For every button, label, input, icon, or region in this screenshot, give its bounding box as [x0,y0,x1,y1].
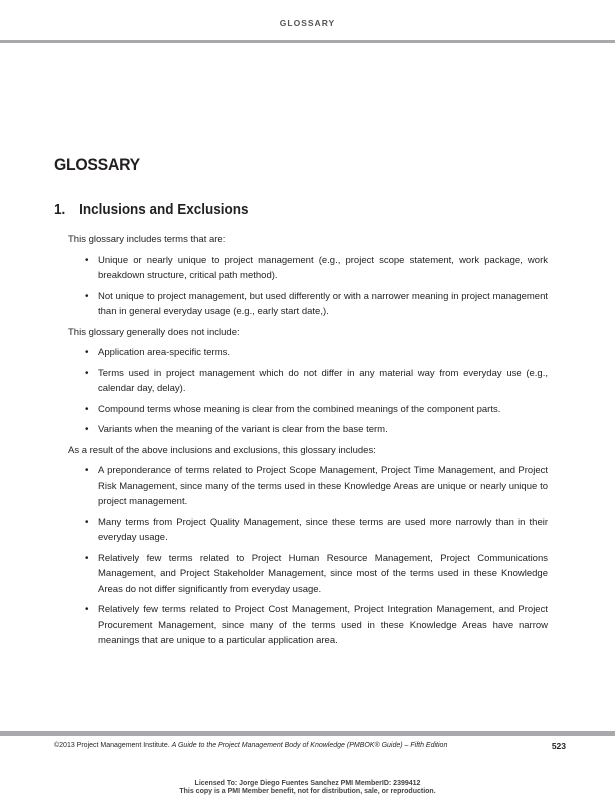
list-item: • A preponderance of terms related to Project Scope Management, Project Time Management, and Project Risk Management, since many of the terms used in these Knowledge Areas are unique or nearly unique to project management. [98,463,548,510]
results-list [68,463,548,649]
section-number: 1. [54,202,66,218]
header-divider [0,40,615,43]
list-item: • Relatively few terms related to Project Cost Management, Project Integration Management, and Project Procurement Management, since many of the terms used in these Knowledge Areas have narrow meanings that are unique to a particular application area. [98,602,548,649]
page-number: 523 [551,741,566,751]
list-item: • Compound terms whose meaning is clear from the combined meanings of the component parts. [98,402,548,418]
footer-citation [54,742,566,749]
page-title: GLOSSARY [54,155,140,174]
running-header: GLOSSARY [279,18,336,28]
includes-list [68,253,548,320]
license-line-2: This copy is a PMI Member benefit, not for distribution, sale, or reproduction. [179,787,436,795]
license-notice [0,780,615,795]
section-title: Inclusions and Exclusions [79,202,249,218]
excludes-intro: This glossary generally does not include: [68,326,240,338]
list-item: • Variants when the meaning of the variant is clear from the base term. [98,422,548,438]
section-heading [54,202,248,218]
excludes-list [68,345,548,438]
list-item: • Not unique to project management, but used differently or with a narrower meaning in project management than in general everyday usage (e.g., early start date,). [98,289,548,320]
list-item: • Unique or nearly unique to project management (e.g., project scope statement, work package, work breakdown structure, critical path method). [98,253,548,284]
body-content [68,232,548,654]
license-line-1: Licensed To: Jorge Diego Fuentes Sanchez PMI MemberID: 2399412 [194,780,421,787]
list-item: • Application area-specific terms. [98,345,548,361]
results-intro: As a result of the above inclusions and exclusions, this glossary includes: [68,444,376,456]
footer-divider [0,731,615,736]
list-item: • Relatively few terms related to Project Human Resource Management, Project Communications Management, and Project Stakeholder Management, since most of the terms used in these Knowledge Areas do not differ significantly from everyday usage. [98,551,548,598]
copyright-text: ©2013 Project Management Institute. [54,742,170,749]
list-item: • Terms used in project management which do not differ in any material way from everyday use (e.g., calendar day, delay). [98,366,548,397]
includes-intro: This glossary includes terms that are: [68,234,226,245]
book-title: A Guide to the Project Management Body of Knowledge (PMBOK® Guide) – Fifth Edition [171,742,448,749]
list-item: • Many terms from Project Quality Management, since these terms are used more narrowly than in their everyday usage. [98,515,548,546]
